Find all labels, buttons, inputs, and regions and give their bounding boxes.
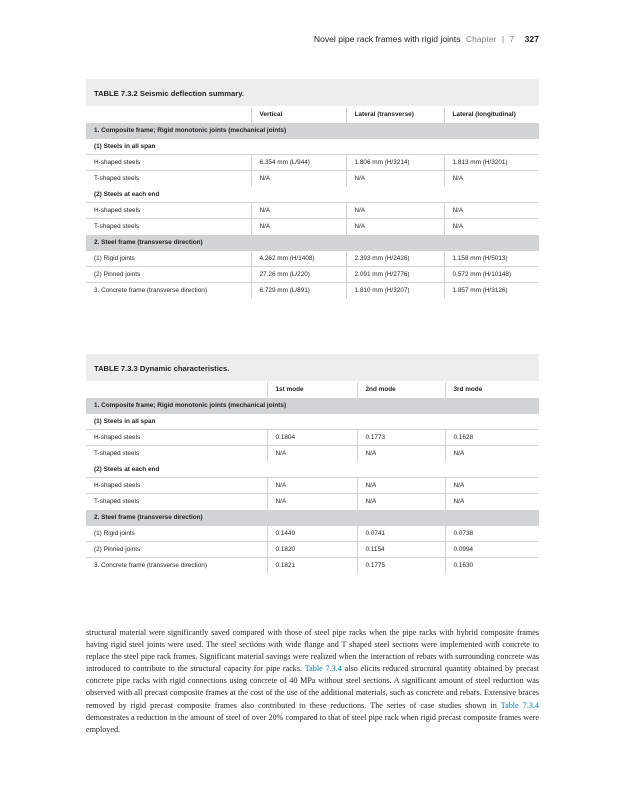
value-cell: N/A (445, 478, 539, 494)
table-row (86, 203, 539, 219)
value-cell: N/A (445, 494, 539, 510)
row-label-cell: (1) Steels in all span (86, 139, 539, 155)
table-row (86, 283, 539, 299)
table-row (86, 446, 539, 462)
value-cell: 1.806 mm (H/3214) (346, 155, 444, 171)
running-head-chapter-label: Chapter (465, 34, 497, 44)
row-label-cell: (2) Pinned joints (86, 542, 267, 558)
table-row (86, 526, 539, 542)
value-cell: 0.1820 (267, 542, 357, 558)
dynamic-characteristics-table (86, 381, 539, 574)
subsection-header-row (86, 187, 539, 203)
value-cell: 0.1630 (445, 558, 539, 574)
column-header (86, 382, 267, 398)
table-row (86, 494, 539, 510)
column-header (86, 107, 251, 123)
table-title: Dynamic characteristics. (139, 364, 230, 373)
subsection-header-row (86, 139, 539, 155)
table-row (86, 542, 539, 558)
value-cell: N/A (267, 446, 357, 462)
table-dynamic-characteristics (86, 354, 539, 574)
row-label-cell: 1. Composite frame; Rigid monotonic joints (mechanical joints) (86, 123, 539, 139)
row-label-cell: H-shaped steels (86, 155, 251, 171)
column-header: 3rd mode (445, 382, 539, 398)
table-caption (86, 89, 539, 106)
value-cell: 27.26 mm (L/220) (251, 267, 346, 283)
value-cell: N/A (346, 171, 444, 187)
row-label-cell: (2) Steels at each end (86, 187, 539, 203)
column-header: Vertical (251, 107, 346, 123)
table-row (86, 267, 539, 283)
value-cell: 0.0738 (445, 526, 539, 542)
row-label-cell: T-shaped steels (86, 219, 251, 235)
section-header-row (86, 235, 539, 251)
row-label-cell: H-shaped steels (86, 430, 267, 446)
row-label-cell: (1) Steels in all span (86, 414, 539, 430)
page-number: 327 (524, 34, 539, 44)
row-label-cell: 3. Concrete frame (transverse direction) (86, 558, 267, 574)
table-row (86, 171, 539, 187)
value-cell: N/A (357, 478, 445, 494)
table-row (86, 478, 539, 494)
row-label-cell: 3. Concrete frame (transverse direction) (86, 283, 251, 299)
value-cell: 0.0741 (357, 526, 445, 542)
row-label-cell: 2. Steel frame (transverse direction) (86, 510, 539, 526)
column-header: Lateral (longitudinal) (444, 107, 539, 123)
section-header-row (86, 123, 539, 139)
running-head-separator: | (501, 34, 505, 44)
value-cell: N/A (444, 219, 539, 235)
row-label-cell: (1) Rigid joints (86, 251, 251, 267)
value-cell: N/A (346, 203, 444, 219)
value-cell: 1.158 mm (H/5013) (444, 251, 539, 267)
table-row (86, 219, 539, 235)
body-paragraph (86, 627, 539, 736)
row-label-cell: T-shaped steels (86, 171, 251, 187)
subsection-header-row (86, 462, 539, 478)
row-label-cell: T-shaped steels (86, 446, 267, 462)
value-cell: 2.393 mm (H/2426) (346, 251, 444, 267)
value-cell: 0.1154 (357, 542, 445, 558)
row-label-cell: T-shaped steels (86, 494, 267, 510)
value-cell: 0.0994 (445, 542, 539, 558)
table-reference-link[interactable]: Table 7.3.4 (304, 664, 342, 674)
running-head-title: Novel pipe rack frames with rigid joints (313, 34, 461, 44)
table-label: TABLE 7.3.2 (94, 89, 138, 98)
value-cell: 1.813 mm (H/3201) (444, 155, 539, 171)
value-cell: N/A (346, 219, 444, 235)
value-cell: N/A (444, 171, 539, 187)
table-row (86, 558, 539, 574)
table-reference-link[interactable]: Table 7.3.4 (500, 700, 539, 710)
value-cell: N/A (267, 494, 357, 510)
table-row (86, 155, 539, 171)
value-cell: 0.1449 (267, 526, 357, 542)
table-header-row (86, 107, 539, 123)
value-cell: 0.572 mm (H/10148) (444, 267, 539, 283)
table-title: Seismic deflection summary. (139, 89, 244, 98)
value-cell: 6.729 mm (L/891) (251, 283, 346, 299)
table-label: TABLE 7.3.3 (94, 364, 138, 373)
column-header: 2nd mode (357, 382, 445, 398)
column-header: 1st mode (267, 382, 357, 398)
value-cell: 0.1773 (357, 430, 445, 446)
value-cell: N/A (357, 446, 445, 462)
value-cell: 1.857 mm (H/3126) (444, 283, 539, 299)
running-head-chapter-number: 7 (509, 34, 515, 44)
value-cell: 2.091 mm (H/2776) (346, 267, 444, 283)
value-cell: 0.1821 (267, 558, 357, 574)
table-caption (86, 364, 539, 381)
row-label-cell: H-shaped steels (86, 203, 251, 219)
value-cell: 1.810 mm (H/3207) (346, 283, 444, 299)
column-header: Lateral (transverse) (346, 107, 444, 123)
value-cell: N/A (251, 171, 346, 187)
body-text-part-2: also elicits reduced structural quantity obtained by precast concrete pipe racks with rigid connections using concrete of 40 MPa without steel sections. A significant amount of steel reduction was observed with all precast composite frames at the cost of the use of the additional materials, such as concrete and rebars. Extensive braces removed by rigid precast composite frames also contributed to these reductions. The series of case studies shown in (86, 664, 539, 710)
row-label-cell: H-shaped steels (86, 478, 267, 494)
value-cell: 0.1804 (267, 430, 357, 446)
section-header-row (86, 510, 539, 526)
value-cell: 0.1775 (357, 558, 445, 574)
section-header-row (86, 398, 539, 414)
value-cell: N/A (444, 203, 539, 219)
row-label-cell: (2) Steels at each end (86, 462, 539, 478)
row-label-cell: (1) Rigid joints (86, 526, 267, 542)
body-text-part-3: demonstrates a reduction in the amount of steel of over 20% compared to that of steel pipe rack when rigid precast composite frames were employed. (86, 712, 539, 734)
value-cell: 4.262 mm (H/1408) (251, 251, 346, 267)
row-label-cell: (2) Pinned joints (86, 267, 251, 283)
value-cell: N/A (251, 219, 346, 235)
seismic-deflection-table (86, 106, 539, 299)
table-row (86, 430, 539, 446)
subsection-header-row (86, 414, 539, 430)
value-cell: 0.1628 (445, 430, 539, 446)
value-cell: 6.354 mm (L/944) (251, 155, 346, 171)
table-header-row (86, 382, 539, 398)
table-row (86, 251, 539, 267)
value-cell: N/A (445, 446, 539, 462)
running-head (314, 34, 539, 44)
body-text-part-1: structural material were significantly saved compared with those of steel pipe racks when the pipe racks with hybrid composite frames having rigid steel joints were used. The steel sections with wide flange and T shaped steel sections were implemented with concrete to replace the steel pipe rack frames. Significant material savings were realized when the interaction of rebars with surrounding concrete was introduced to contribute to the structural capacity for pipe racks. (86, 628, 539, 674)
row-label-cell: 1. Composite frame; Rigid monotonic joints (mechanical joints) (86, 398, 539, 414)
row-label-cell: 2. Steel frame (transverse direction) (86, 235, 539, 251)
value-cell: N/A (357, 494, 445, 510)
value-cell: N/A (267, 478, 357, 494)
value-cell: N/A (251, 203, 346, 219)
table-seismic-deflection (86, 79, 539, 299)
